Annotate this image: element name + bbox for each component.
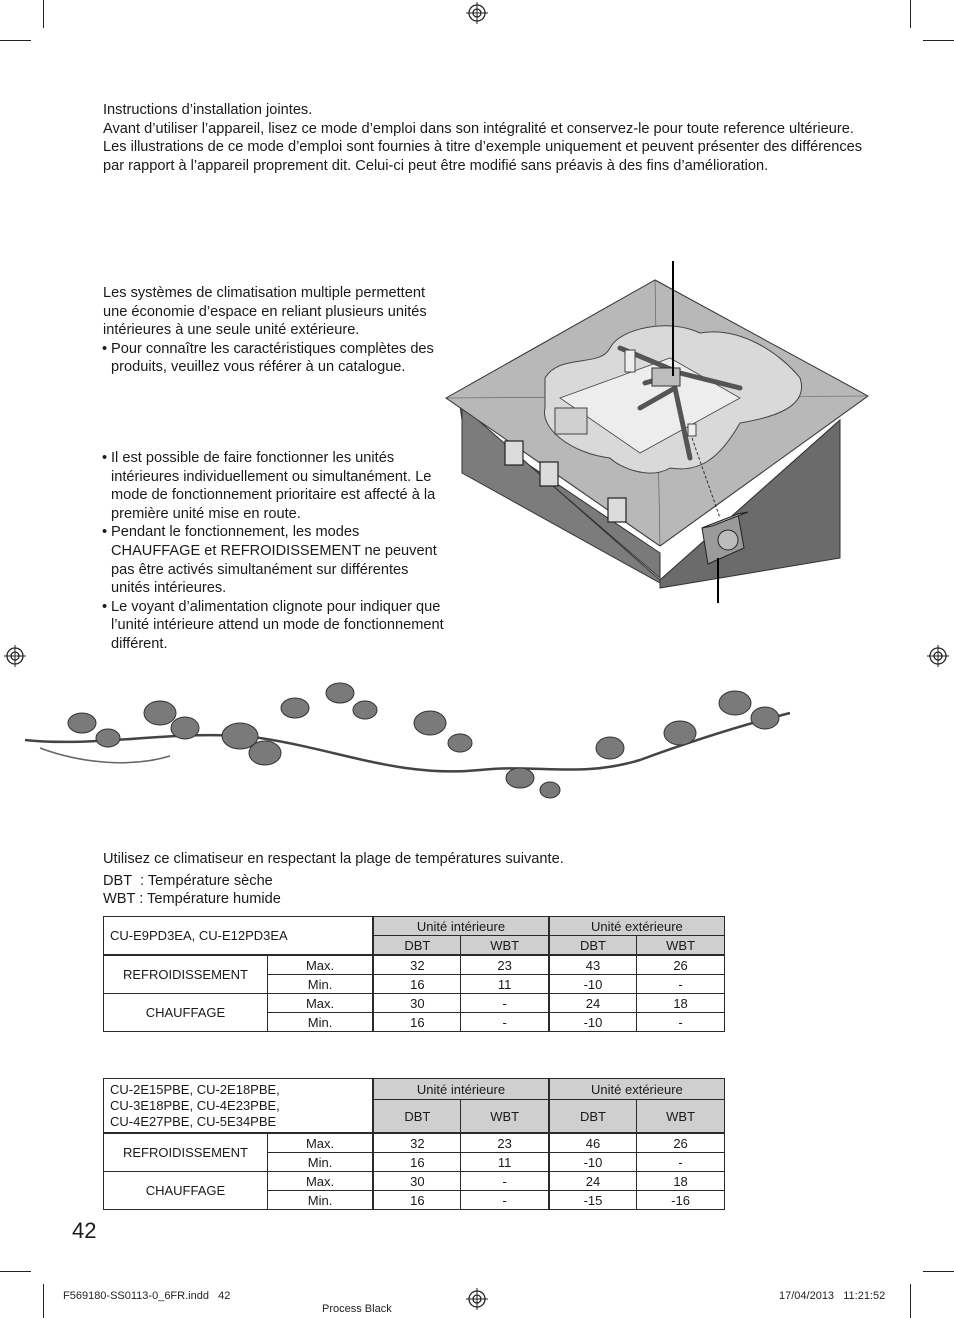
vine-decoration: [20, 678, 800, 813]
table-row: [104, 1133, 725, 1153]
registration-mark-icon: [466, 2, 488, 24]
crop-mark: [0, 40, 31, 41]
dbt-legend: DBT : Température sèche: [103, 872, 273, 889]
value-cell: 11: [461, 975, 549, 994]
value-cell: -: [461, 1191, 549, 1210]
value-cell: 46: [549, 1133, 637, 1153]
wbt-legend: WBT : Température humide: [103, 891, 281, 908]
value-cell: -: [637, 1153, 725, 1172]
crop-mark: [0, 1271, 31, 1272]
value-cell: -: [461, 1013, 549, 1032]
table-row: [104, 994, 725, 1013]
model-line: CU-4E27PBE, CU-5E34PBE: [110, 1113, 277, 1129]
footer-datetime: 17/04/2013 11:21:52: [779, 1290, 886, 1302]
dbt-header: DBT: [549, 936, 637, 956]
wbt-header: WBT: [637, 936, 725, 956]
value-cell: 26: [637, 1133, 725, 1153]
indoor-header: Unité intérieure: [373, 1079, 549, 1100]
value-cell: -: [461, 1172, 549, 1191]
temperature-table: [103, 916, 725, 1032]
footer-file: F569180-SS0113-0_6FR.indd 42: [63, 1290, 231, 1302]
limit-cell: Max.: [267, 994, 373, 1013]
value-cell: -10: [549, 1153, 637, 1172]
value-cell: 24: [549, 994, 637, 1013]
value-cell: 43: [549, 955, 637, 975]
model-cell: CU-E9PD3EA, CU-E12PD3EA: [104, 917, 374, 956]
wbt-header: WBT: [461, 936, 549, 956]
registration-mark-icon: [466, 1288, 488, 1310]
value-cell: 11: [461, 1153, 549, 1172]
crop-mark: [43, 0, 44, 28]
registration-mark-icon: [927, 645, 949, 667]
limit-cell: Min.: [267, 1153, 373, 1172]
value-cell: 16: [373, 1153, 461, 1172]
value-cell: -10: [549, 975, 637, 994]
limit-cell: Max.: [267, 1172, 373, 1191]
limit-cell: Min.: [267, 1013, 373, 1032]
intro-section: [103, 101, 873, 175]
temperature-table: [103, 1078, 725, 1210]
outdoor-header: Unité extérieure: [549, 917, 725, 936]
value-cell: 16: [373, 1191, 461, 1210]
limit-cell: Min.: [267, 975, 373, 994]
bullet-item: • Pendant le fonctionnement, les modes CHAUFFAGE et REFROIDISSEMENT ne peuvent pas être activés simultanément sur différentes unités intérieures.: [103, 523, 445, 597]
dbt-header: DBT: [373, 1100, 461, 1134]
value-cell: -: [637, 975, 725, 994]
page-number: 42: [72, 1218, 97, 1243]
value-cell: 32: [373, 1133, 461, 1153]
value-cell: -: [461, 994, 549, 1013]
mode-cell: CHAUFFAGE: [104, 994, 268, 1032]
table-row: [104, 1172, 725, 1191]
dbt-header: DBT: [549, 1100, 637, 1134]
value-cell: 23: [461, 955, 549, 975]
limit-cell: Min.: [267, 1191, 373, 1210]
value-cell: 26: [637, 955, 725, 975]
multi-description: Les systèmes de climatisation multiple permettent une économie d’espace en reliant plusieurs unités intérieures à une seule unité extérieure.: [103, 285, 427, 339]
bullet-item: • Il est possible de faire fonctionner les unités intérieures individuellement ou simultanément. Le mode de fonctionnement prioritaire est affecté à la première unité mise en route.: [103, 449, 445, 523]
multi-system-section: [103, 284, 445, 377]
wbt-header: WBT: [637, 1100, 725, 1134]
model-line: CU-2E15PBE, CU-2E18PBE,: [110, 1081, 280, 1097]
value-cell: 18: [637, 1172, 725, 1191]
intro-line: Instructions d’installation jointes.: [103, 102, 313, 118]
value-cell: 30: [373, 1172, 461, 1191]
intro-line: Les illustrations de ce mode d’emploi sont fournies à titre d’exemple uniquement et peuvent présenter des différences par rapport à l’appareil proprement dit. Celui-ci peut être modifié sans préavis à des fins d’amélioration.: [103, 139, 863, 174]
value-cell: -16: [637, 1191, 725, 1210]
crop-mark: [910, 0, 911, 28]
value-cell: 30: [373, 994, 461, 1013]
crop-mark: [923, 1271, 954, 1272]
value-cell: 24: [549, 1172, 637, 1191]
value-cell: -: [637, 1013, 725, 1032]
value-cell: 32: [373, 955, 461, 975]
value-cell: 23: [461, 1133, 549, 1153]
bullet-item: • Pour connaître les caractéristiques complètes des produits, veuillez vous référer à un catalogue.: [103, 340, 445, 377]
crop-mark: [910, 1284, 911, 1318]
limit-cell: Max.: [267, 955, 373, 975]
dbt-header: DBT: [373, 936, 461, 956]
outdoor-header: Unité extérieure: [549, 1079, 725, 1100]
intro-line: Avant d’utiliser l’appareil, lisez ce mode d’emploi dans son intégralité et conservez-le pour toute reference ultérieure.: [103, 120, 854, 137]
range-section: [103, 850, 803, 909]
limit-cell: Max.: [267, 1133, 373, 1153]
multi-notes: [103, 449, 445, 654]
mode-cell: CHAUFFAGE: [104, 1172, 268, 1210]
footer-process: Process Black: [322, 1303, 392, 1315]
crop-mark: [923, 40, 954, 41]
house-illustration: [440, 258, 880, 603]
value-cell: 18: [637, 994, 725, 1013]
mode-cell: REFROIDISSEMENT: [104, 1133, 268, 1172]
model-cell: [104, 1079, 374, 1134]
model-line: CU-3E18PBE, CU-4E23PBE,: [110, 1097, 280, 1113]
value-cell: 16: [373, 1013, 461, 1032]
range-intro: Utilisez ce climatiseur en respectant la plage de températures suivante.: [103, 851, 564, 867]
crop-mark: [43, 1284, 44, 1318]
registration-mark-icon: [4, 645, 26, 667]
value-cell: -15: [549, 1191, 637, 1210]
indoor-header: Unité intérieure: [373, 917, 549, 936]
wbt-header: WBT: [461, 1100, 549, 1134]
table-row: [104, 955, 725, 975]
value-cell: 16: [373, 975, 461, 994]
bullet-item: • Le voyant d’alimentation clignote pour indiquer que l’unité intérieure attend un mode de fonctionnement différent.: [103, 598, 445, 654]
value-cell: -10: [549, 1013, 637, 1032]
mode-cell: REFROIDISSEMENT: [104, 955, 268, 994]
